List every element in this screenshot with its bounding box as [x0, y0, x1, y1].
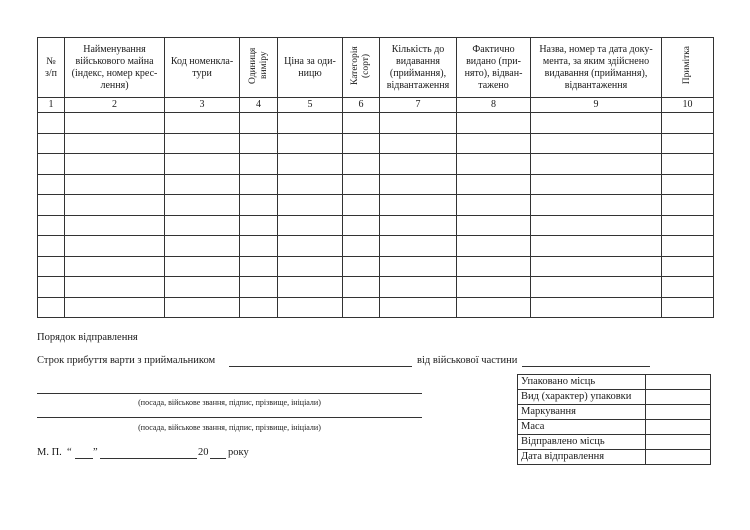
table-cell[interactable] [531, 215, 662, 236]
table-cell[interactable] [38, 277, 65, 298]
table-cell[interactable] [380, 113, 457, 134]
table-cell[interactable] [65, 195, 165, 216]
table-cell[interactable] [343, 277, 380, 298]
year-blank[interactable] [210, 458, 226, 459]
table-cell[interactable] [343, 256, 380, 277]
table-cell[interactable] [457, 236, 531, 257]
column-number: 1 [38, 98, 65, 113]
military-unit-blank[interactable] [522, 366, 650, 367]
table-cell[interactable] [380, 133, 457, 154]
table-cell[interactable] [343, 215, 380, 236]
table-row [38, 113, 714, 134]
table-cell[interactable] [65, 256, 165, 277]
column-number: 7 [380, 98, 457, 113]
table-cell[interactable] [662, 236, 714, 257]
header-cell-category [343, 38, 380, 98]
table-row [38, 277, 714, 298]
table-cell[interactable] [240, 174, 278, 195]
guard-arrival-label: Строк прибуття варти з приймальником [37, 355, 216, 366]
header-cell-note [662, 38, 714, 98]
table-cell[interactable] [380, 277, 457, 298]
column-number: 10 [662, 98, 714, 113]
table-cell[interactable] [343, 154, 380, 175]
table-cell[interactable] [65, 297, 165, 318]
table-cell[interactable] [343, 236, 380, 257]
table-cell[interactable] [531, 195, 662, 216]
packing-value-cell[interactable] [646, 435, 711, 450]
table-cell[interactable] [65, 277, 165, 298]
table-cell[interactable] [380, 236, 457, 257]
table-cell[interactable] [278, 297, 343, 318]
table-cell[interactable] [165, 133, 240, 154]
table-cell[interactable] [343, 195, 380, 216]
table-cell[interactable] [380, 256, 457, 277]
table-cell[interactable] [278, 256, 343, 277]
guard-arrival-blank[interactable] [229, 366, 412, 367]
table-row [38, 154, 714, 175]
table-cell[interactable] [38, 236, 65, 257]
column-number-row [38, 98, 714, 113]
table-cell[interactable] [343, 133, 380, 154]
table-cell[interactable] [662, 297, 714, 318]
column-number: 2 [65, 98, 165, 113]
packing-label: Відправлено місць [518, 435, 646, 450]
packing-row [518, 450, 711, 465]
packing-label: Дата відправлення [518, 450, 646, 465]
table-cell[interactable] [278, 215, 343, 236]
packing-row [518, 420, 711, 435]
column-number: 4 [240, 98, 278, 113]
table-cell[interactable] [165, 215, 240, 236]
header-category-text: Категорія (сорт) [350, 46, 371, 85]
stamp-mark: М. П. [37, 447, 62, 458]
table-cell[interactable] [240, 215, 278, 236]
table-cell[interactable] [165, 195, 240, 216]
table-cell[interactable] [662, 195, 714, 216]
table-cell[interactable] [531, 133, 662, 154]
packing-value-cell[interactable] [646, 375, 711, 390]
table-cell[interactable] [457, 133, 531, 154]
property-table [37, 37, 714, 318]
table-cell[interactable] [38, 215, 65, 236]
packing-row [518, 435, 711, 450]
packing-value-cell[interactable] [646, 405, 711, 420]
table-cell[interactable] [165, 154, 240, 175]
quote-close: ” [93, 447, 98, 458]
table-cell[interactable] [531, 154, 662, 175]
table-cell[interactable] [278, 154, 343, 175]
table-row [38, 133, 714, 154]
header-cell-quantity-planned: Кількість до видавання (приймання), відвантаження [380, 38, 457, 98]
header-cell-unit [240, 38, 278, 98]
table-cell[interactable] [278, 195, 343, 216]
table-cell[interactable] [240, 133, 278, 154]
table-cell[interactable] [65, 236, 165, 257]
packing-row [518, 405, 711, 420]
table-cell[interactable] [380, 297, 457, 318]
unit-from-label: від військової частини [417, 355, 518, 366]
packing-label: Вид (характер) упаковки [518, 390, 646, 405]
table-cell[interactable] [240, 113, 278, 134]
column-number: 3 [165, 98, 240, 113]
order-label: Порядок відправлення [37, 332, 138, 343]
table-cell[interactable] [38, 174, 65, 195]
table-cell[interactable] [65, 215, 165, 236]
table-cell[interactable] [38, 133, 65, 154]
table-cell[interactable] [38, 195, 65, 216]
table-cell[interactable] [662, 215, 714, 236]
column-number: 8 [457, 98, 531, 113]
packing-row [518, 390, 711, 405]
signature-line-2[interactable] [37, 417, 422, 418]
year-suffix: року [228, 447, 249, 458]
table-cell[interactable] [457, 256, 531, 277]
packing-table [517, 374, 711, 465]
table-cell[interactable] [662, 154, 714, 175]
table-cell[interactable] [531, 297, 662, 318]
table-row [38, 297, 714, 318]
table-cell[interactable] [343, 297, 380, 318]
quote-open: “ [67, 447, 72, 458]
table-cell[interactable] [662, 133, 714, 154]
header-cell-name: Найменування військового майна (індекс, номер крес-лення) [65, 38, 165, 98]
table-row [38, 215, 714, 236]
table-cell[interactable] [165, 174, 240, 195]
table-cell[interactable] [662, 256, 714, 277]
packing-label: Маса [518, 420, 646, 435]
table-cell[interactable] [278, 174, 343, 195]
table-cell[interactable] [240, 256, 278, 277]
table-cell[interactable] [278, 113, 343, 134]
packing-value-cell[interactable] [646, 390, 711, 405]
table-cell[interactable] [165, 236, 240, 257]
table-cell[interactable] [457, 174, 531, 195]
table-cell[interactable] [240, 154, 278, 175]
table-cell[interactable] [240, 236, 278, 257]
packing-value-cell[interactable] [646, 420, 711, 435]
table-cell[interactable] [457, 277, 531, 298]
year-prefix: 20 [198, 447, 209, 458]
header-cell-document: Назва, номер та дата доку-мента, за яким здійснено видавання (приймання), відвантаження [531, 38, 662, 98]
table-cell[interactable] [343, 174, 380, 195]
packing-label: Упаковано місць [518, 375, 646, 390]
table-cell[interactable] [165, 277, 240, 298]
table-cell[interactable] [457, 154, 531, 175]
table-cell[interactable] [240, 277, 278, 298]
table-body [38, 113, 714, 318]
table-cell[interactable] [380, 154, 457, 175]
packing-row [518, 375, 711, 390]
signature-caption-1: (посада, військове звання, підпис, прізвище, ініціали) [138, 398, 321, 407]
table-cell[interactable] [65, 133, 165, 154]
table-cell[interactable] [380, 174, 457, 195]
table-cell[interactable] [343, 113, 380, 134]
table-cell[interactable] [278, 133, 343, 154]
header-cell-code: Код номенкла-тури [165, 38, 240, 98]
header-row [38, 38, 714, 98]
table-cell[interactable] [662, 174, 714, 195]
table-cell[interactable] [165, 113, 240, 134]
header-cell-number: № з/п [38, 38, 65, 98]
table-cell[interactable] [457, 195, 531, 216]
packing-label: Маркування [518, 405, 646, 420]
table-cell[interactable] [38, 256, 65, 277]
table-row [38, 256, 714, 277]
table-cell[interactable] [662, 113, 714, 134]
header-cell-quantity-actual: Фактично видано (при-нято), відван-тажено [457, 38, 531, 98]
signature-caption-2: (посада, військове звання, підпис, прізвище, ініціали) [138, 423, 321, 432]
table-cell[interactable] [278, 277, 343, 298]
packing-value-cell[interactable] [646, 450, 711, 465]
header-unit-text: Одиниця виміру [247, 47, 269, 84]
day-blank[interactable] [75, 458, 93, 459]
table-cell[interactable] [380, 215, 457, 236]
table-cell[interactable] [531, 236, 662, 257]
signature-line-1[interactable] [37, 393, 422, 394]
table-cell[interactable] [38, 297, 65, 318]
table-cell[interactable] [662, 277, 714, 298]
table-cell[interactable] [457, 297, 531, 318]
table-cell[interactable] [240, 297, 278, 318]
table-row [38, 195, 714, 216]
table-cell[interactable] [165, 297, 240, 318]
column-number: 9 [531, 98, 662, 113]
column-number: 5 [278, 98, 343, 113]
table-cell[interactable] [531, 256, 662, 277]
table-cell[interactable] [65, 113, 165, 134]
table-cell[interactable] [457, 215, 531, 236]
header-note-text: Примітка [682, 46, 692, 85]
table-cell[interactable] [380, 195, 457, 216]
table-cell[interactable] [165, 256, 240, 277]
table-cell[interactable] [65, 154, 165, 175]
table-cell[interactable] [278, 236, 343, 257]
table-cell[interactable] [531, 113, 662, 134]
table-cell[interactable] [531, 277, 662, 298]
table-cell[interactable] [240, 195, 278, 216]
table-cell[interactable] [457, 113, 531, 134]
table-cell[interactable] [38, 154, 65, 175]
header-cell-price: Ціна за оди-ницю [278, 38, 343, 98]
column-number: 6 [343, 98, 380, 113]
table-row [38, 236, 714, 257]
table-row [38, 174, 714, 195]
table-cell[interactable] [531, 174, 662, 195]
table-cell[interactable] [65, 174, 165, 195]
table-cell[interactable] [38, 113, 65, 134]
month-blank[interactable] [100, 458, 197, 459]
